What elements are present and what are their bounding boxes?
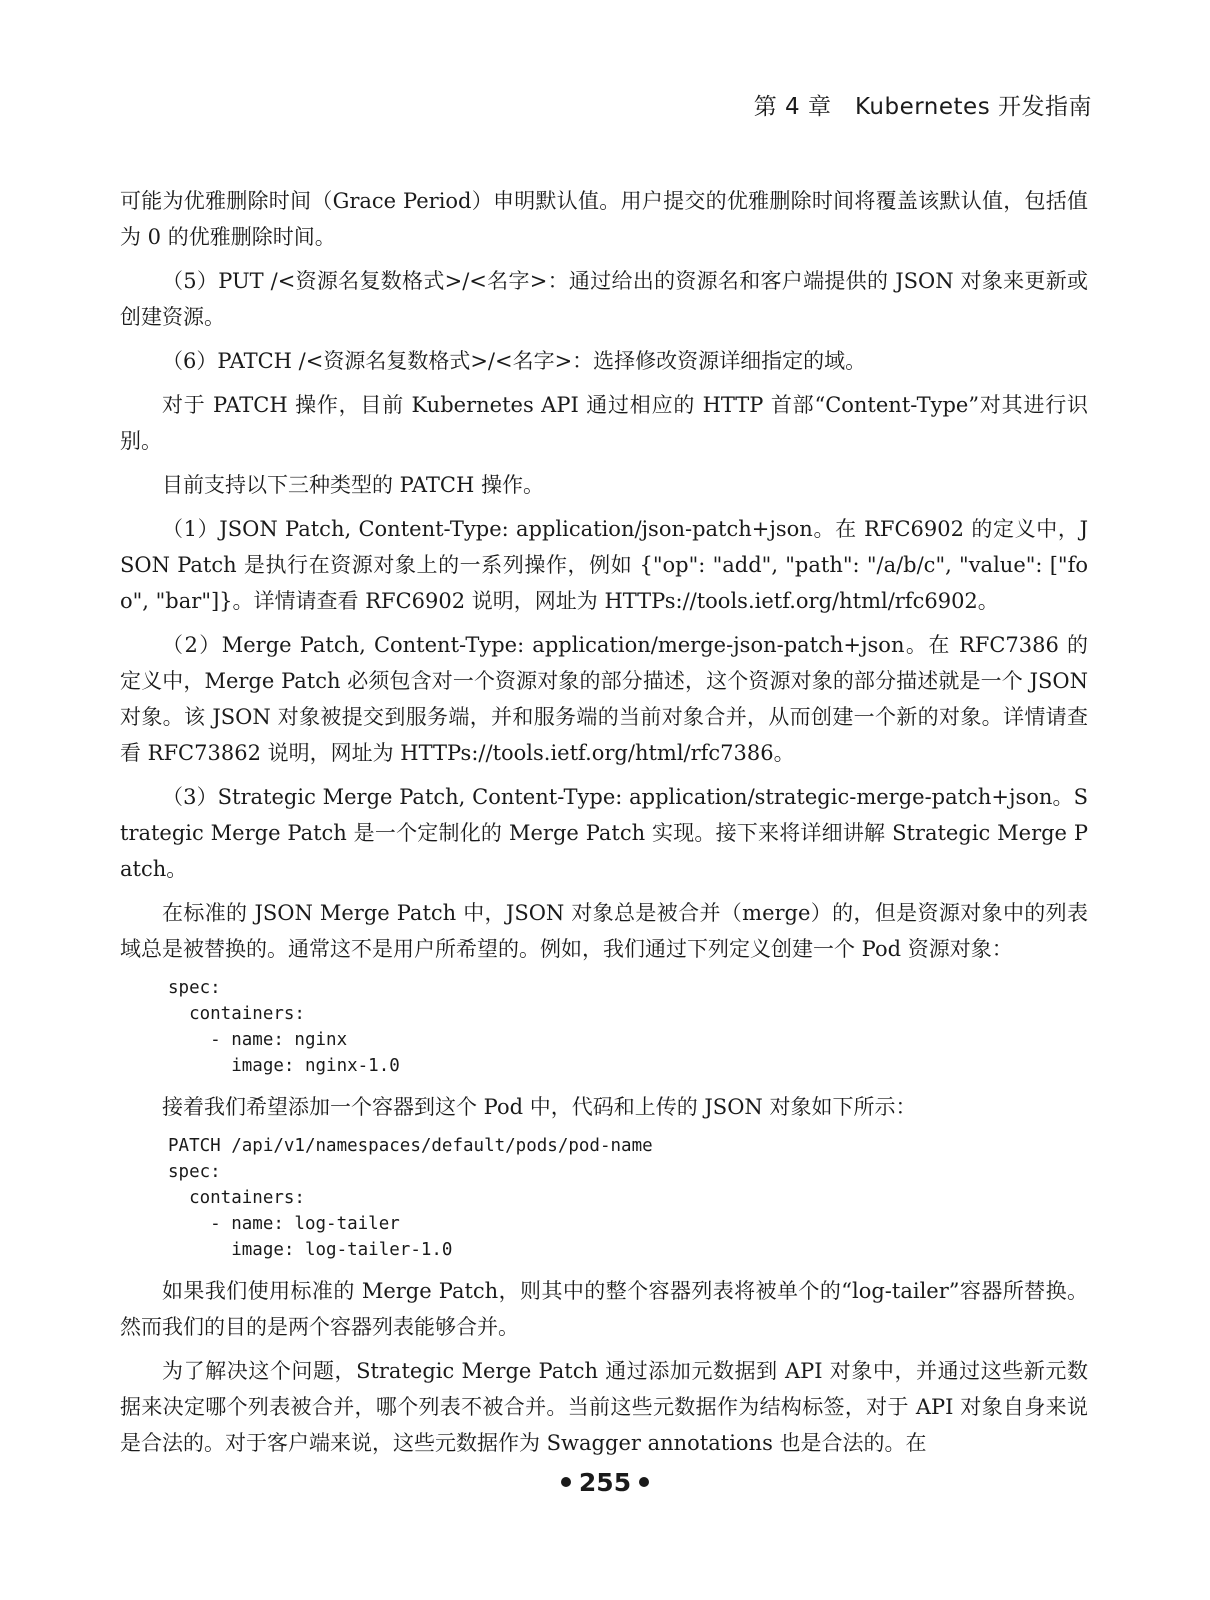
page-number-value: 255 <box>578 1468 632 1497</box>
paragraph-merge-patch: （2）Merge Patch, Content-Type: application/merge-json-patch+json。在 RFC7386 的定义中，Merge Patch 必须包含对一个资源对象的部分描述，这个资源对象的部分描述就是一个 JSON 对象。该 JSON 对象被提交到服务端，并和服务端的当前对象合并，从而创建一个新的对象。详情请查看 RFC73862 说明，网址为 HTTPs://tools.ietf.org/html/rfc7386。 <box>120 633 1088 765</box>
paragraph-patch-content-type: 对于 PATCH 操作，目前 Kubernetes API 通过相应的 HTTP 首部“Content-Type”对其进行识别。 <box>120 393 1088 453</box>
code-block-patch-request: PATCH /api/v1/namespaces/default/pods/pod-name spec: containers: - name: log-tailer image: log-tailer-1.0 <box>168 1136 653 1260</box>
paragraph-add-container: 接着我们希望添加一个容器到这个 Pod 中，代码和上传的 JSON 对象如下所示： <box>162 1095 917 1119</box>
body-text <box>120 183 1088 1469</box>
paragraph-patch: （6）PATCH /<资源名复数格式>/<名字>：选择修改资源详细指定的域。 <box>162 349 867 373</box>
paragraph-json-patch: （1）JSON Patch, Content-Type: application/json-patch+json。在 RFC6902 的定义中，JSON Patch 是执行在资源对象上的一系列操作，例如 {"op": "add", "path": "/a/b/c", "value": ["foo", "bar"]}。详情请查看 RFC6902 说明，网址为 HTTPs://tools.ietf.org/html/rfc6902。 <box>120 517 1088 613</box>
running-header: 第 4 章 Kubernetes 开发指南 <box>753 94 1092 120</box>
paragraph-strategic-solution: 为了解决这个问题，Strategic Merge Patch 通过添加元数据到 API 对象中，并通过这些新元数据来决定哪个列表被合并，哪个列表不被合并。当前这些元数据作为结构标签，对于 API 对象自身来说是合法的。对于客户端来说，这些元数据作为 Swagger annotations 也是合法的。在 <box>120 1359 1088 1455</box>
bullet-left-icon <box>561 1477 571 1487</box>
code-block-pod-spec: spec: containers: - name: nginx image: nginx-1.0 <box>168 978 400 1076</box>
paragraph-strategic-merge-patch: （3）Strategic Merge Patch, Content-Type: application/strategic-merge-patch+json。Strategic Merge Patch 是一个定制化的 Merge Patch 实现。接下来将详细讲解 Strategic Merge Patch。 <box>120 785 1088 881</box>
paragraph-grace-period: 可能为优雅删除时间（Grace Period）申明默认值。用户提交的优雅删除时间将覆盖该默认值，包括值为 0 的优雅删除时间。 <box>120 189 1088 249</box>
paragraph-patch-types-intro: 目前支持以下三种类型的 PATCH 操作。 <box>162 473 544 497</box>
bullet-right-icon <box>639 1477 649 1487</box>
paragraph-merge-result: 如果我们使用标准的 Merge Patch，则其中的整个容器列表将被单个的“log-tailer”容器所替换。然而我们的目的是两个容器列表能够合并。 <box>120 1279 1088 1339</box>
paragraph-merge-behavior: 在标准的 JSON Merge Patch 中，JSON 对象总是被合并（merge）的，但是资源对象中的列表域总是被替换的。通常这不是用户所希望的。例如，我们通过下列定义创建一个 Pod 资源对象： <box>120 901 1088 961</box>
paragraph-put: （5）PUT /<资源名复数格式>/<名字>：通过给出的资源名和客户端提供的 JSON 对象来更新或创建资源。 <box>120 269 1088 329</box>
page-number <box>0 1468 1210 1497</box>
